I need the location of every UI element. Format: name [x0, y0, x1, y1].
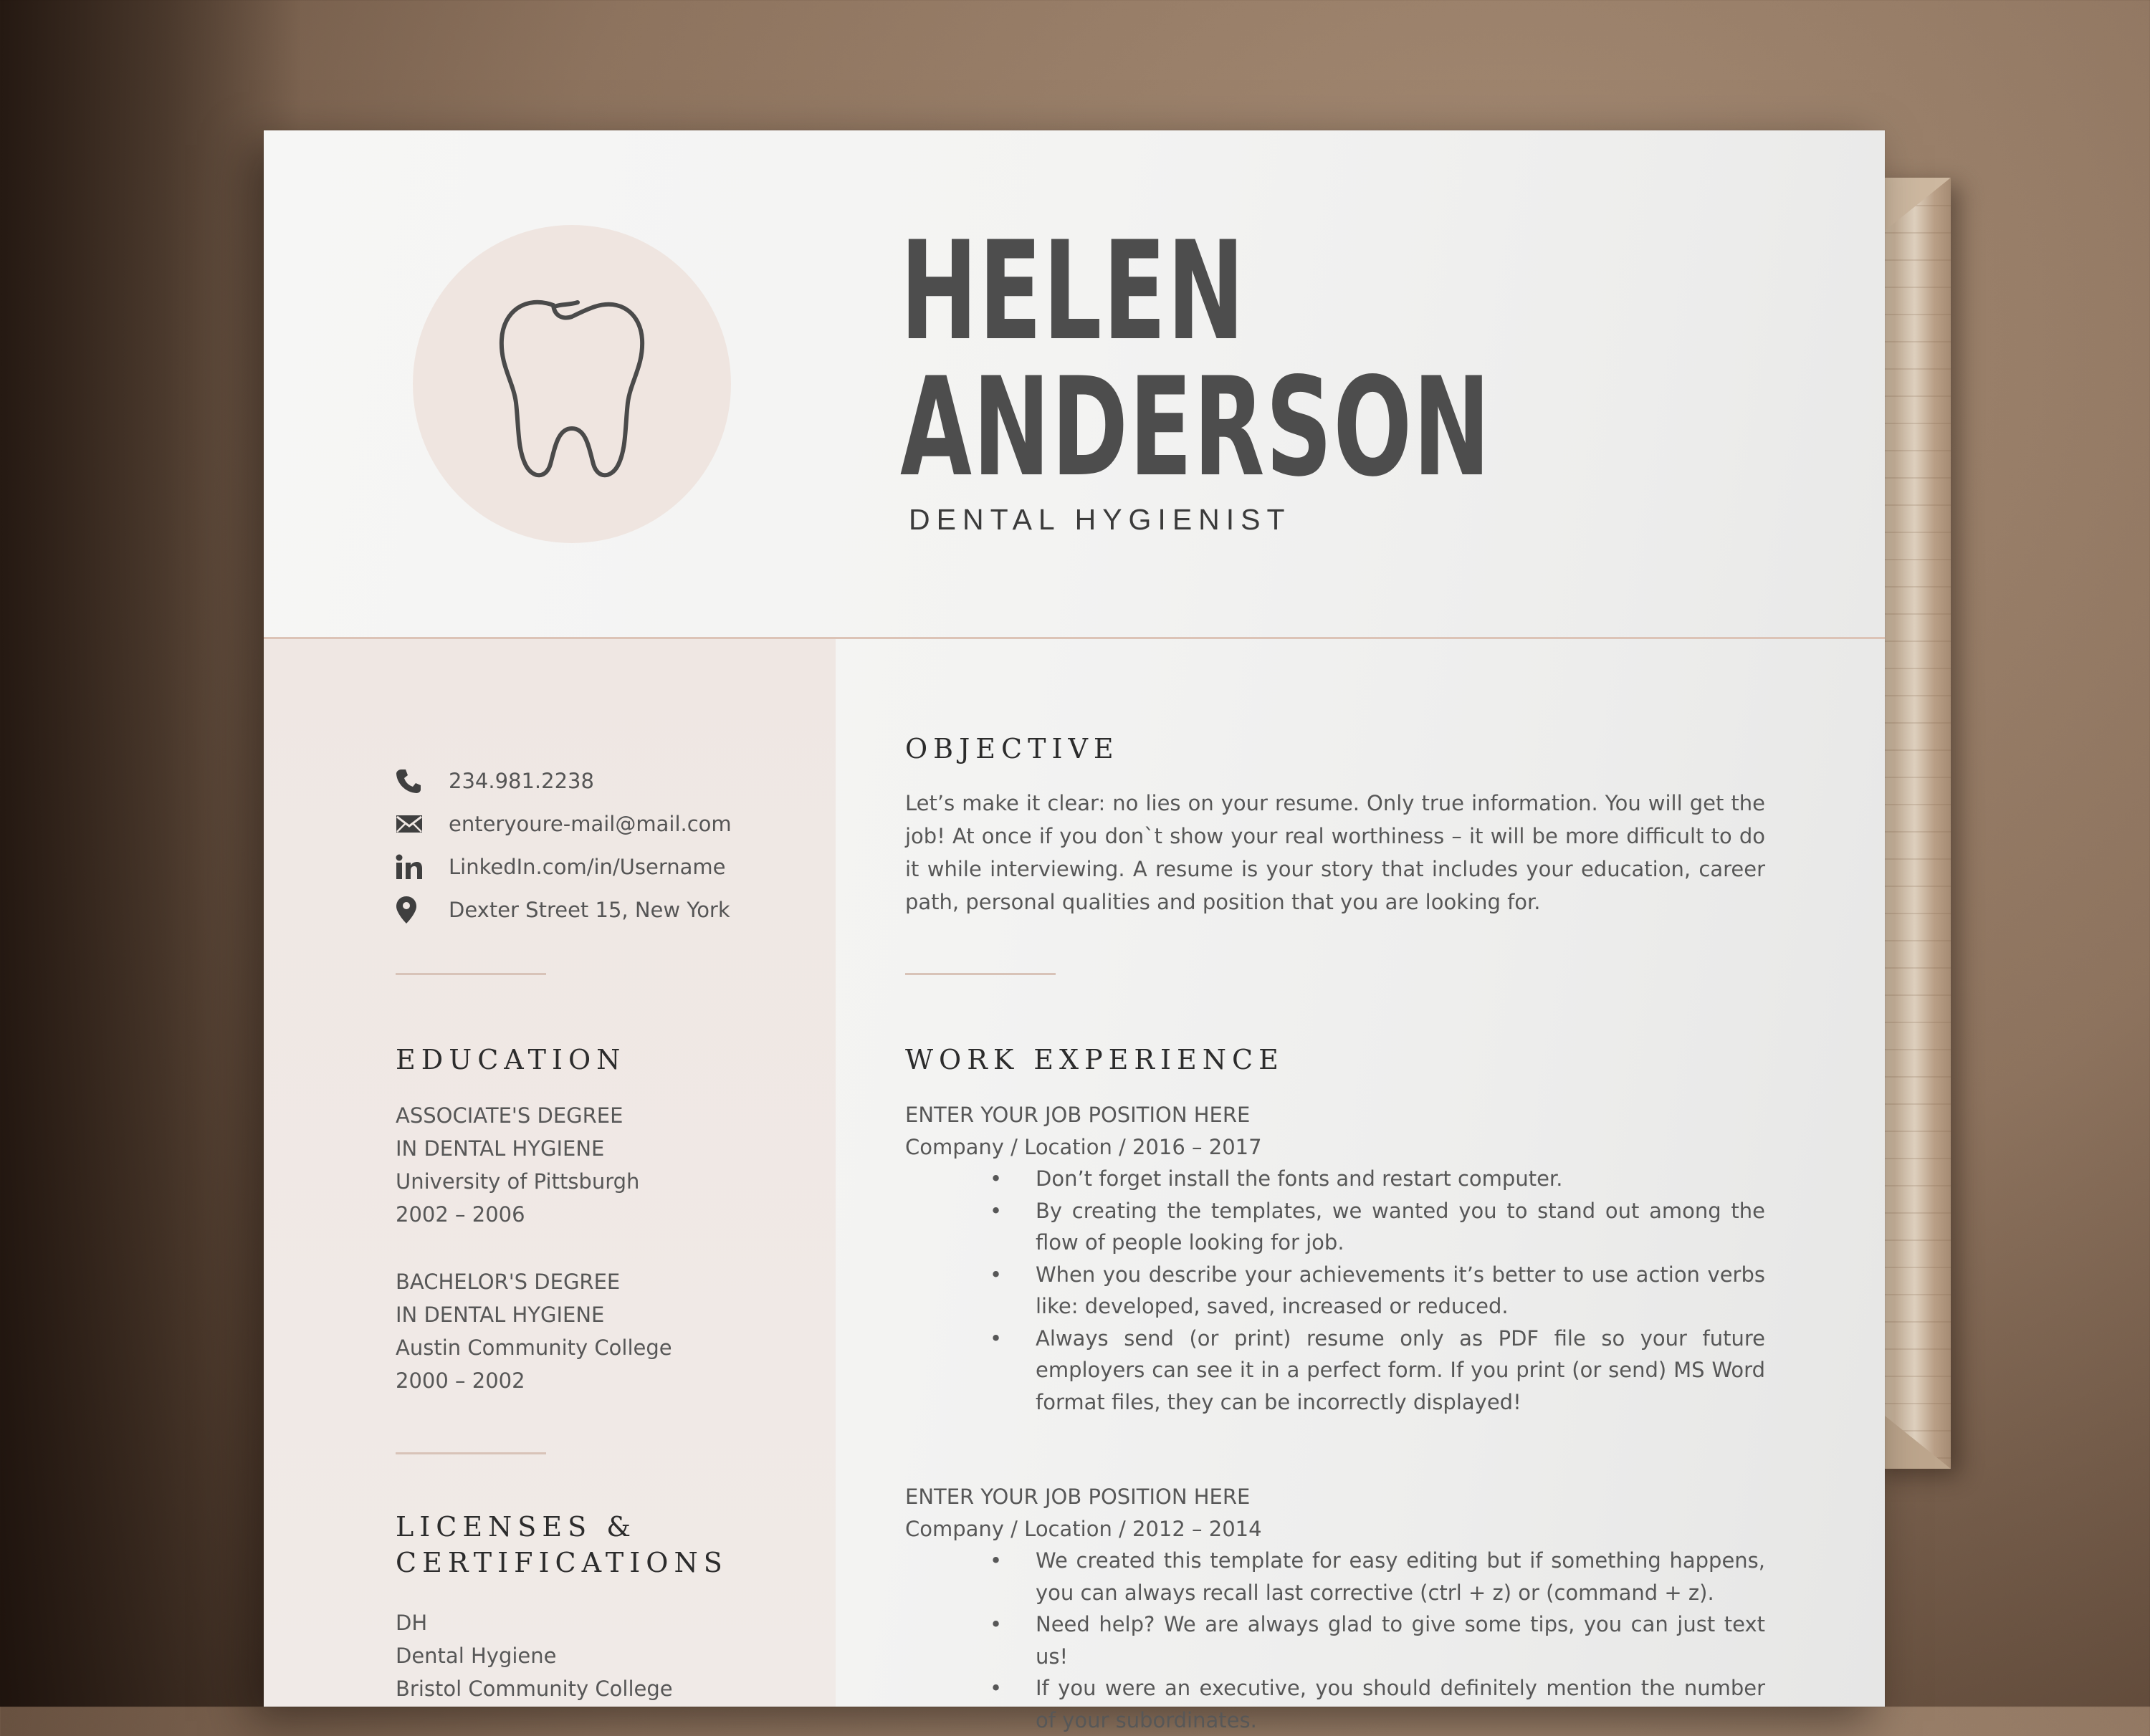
sidebar-divider-2	[396, 1452, 546, 1454]
licenses-heading	[396, 1509, 728, 1581]
linkedin-url: LinkedIn.com/in/Username	[449, 855, 726, 879]
street-address: Dexter Street 15, New York	[449, 898, 730, 922]
contact-email	[396, 802, 797, 845]
last-name: ANDERSON	[900, 348, 1492, 507]
education-years: 2002 – 2006	[396, 1202, 525, 1227]
bullet-text: Don’t forget install the fonts and restart computer.	[1036, 1166, 1563, 1191]
license-entry	[396, 1606, 673, 1705]
license-code: DH	[396, 1611, 428, 1635]
licenses-heading-line: CERTIFICATIONS	[396, 1547, 728, 1578]
job-bullet	[905, 1545, 1765, 1608]
bullet-dot: •	[990, 1325, 1003, 1351]
school-name: Austin Community College	[396, 1335, 672, 1360]
contact-list	[396, 759, 797, 931]
job-position: ENTER YOUR JOB POSITION HERE	[905, 1485, 1251, 1509]
resume-name	[900, 212, 1492, 507]
job-bullets	[905, 1545, 1765, 1736]
license-school: Bristol Community College	[396, 1677, 673, 1701]
bullet-text: By creating the templates, we wanted you to stand out among the flow of people looking for job.	[1036, 1198, 1765, 1255]
contact-phone	[396, 759, 797, 802]
licenses-heading-line: LICENSES &	[396, 1511, 637, 1543]
job-bullet	[905, 1323, 1765, 1419]
phone-number: 234.981.2238	[449, 769, 594, 793]
job-title: DENTAL HYGIENIST	[909, 503, 1291, 536]
job-bullets	[905, 1163, 1765, 1418]
bullet-dot: •	[990, 1612, 1003, 1636]
contact-linkedin	[396, 845, 797, 888]
degree-line: BACHELOR'S DEGREE	[396, 1270, 621, 1294]
education-entry	[396, 1099, 639, 1231]
objective-heading: OBJECTIVE	[905, 733, 1119, 764]
job-position: ENTER YOUR JOB POSITION HERE	[905, 1103, 1251, 1127]
resume-page	[264, 130, 1885, 1732]
bullet-dot: •	[990, 1676, 1003, 1700]
license-name: Dental Hygiene	[396, 1644, 557, 1668]
job-bullet	[905, 1608, 1765, 1672]
job-bullet	[905, 1672, 1765, 1736]
work-experience-heading: WORK EXPERIENCE	[905, 1044, 1284, 1075]
tooth-icon	[497, 295, 648, 481]
job-bullet	[905, 1195, 1765, 1259]
bullet-text: We created this template for easy editing but if something happens, you can always recall last corrective (ctrl + z) or (command + z).	[1036, 1548, 1765, 1605]
bullet-dot: •	[990, 1548, 1003, 1573]
email-address: enteryoure-mail@mail.com	[449, 812, 732, 836]
education-entry	[396, 1265, 672, 1397]
job-company: Company / Location / 2012 – 2014	[905, 1516, 1262, 1541]
job-entry	[905, 1481, 1765, 1736]
bullet-text: Always send (or print) resume only as PDF file so your future employers can see it in a perfect form. If you print (or send) MS Word format files, they can be incorrectly displayed!	[1036, 1325, 1765, 1414]
location-pin-icon	[396, 896, 424, 924]
bullet-dot: •	[990, 1198, 1003, 1223]
linkedin-icon	[396, 853, 424, 881]
degree-line: IN DENTAL HYGIENE	[396, 1303, 605, 1327]
bullet-text: Need help? We are always glad to give some tips, you can just text us!	[1036, 1612, 1765, 1669]
job-bullet	[905, 1163, 1765, 1195]
bullet-text: If you were an executive, you should definitely mention the number of your subordinates.	[1036, 1676, 1765, 1732]
education-years: 2000 – 2002	[396, 1368, 525, 1393]
degree-line: ASSOCIATE'S DEGREE	[396, 1103, 624, 1128]
contact-address	[396, 888, 797, 931]
bullet-text: When you describe your achievements it’s better to use action verbs like: developed, saved, increased or reduced.	[1036, 1262, 1765, 1318]
bullet-dot: •	[990, 1166, 1003, 1191]
main-divider	[905, 973, 1056, 975]
bullet-dot: •	[990, 1262, 1003, 1287]
sidebar-divider-1	[396, 973, 546, 975]
degree-line: IN DENTAL HYGIENE	[396, 1136, 605, 1161]
education-heading: EDUCATION	[396, 1044, 626, 1075]
job-entry	[905, 1099, 1765, 1418]
first-name: HELEN	[900, 212, 1246, 370]
avatar-circle	[413, 225, 731, 543]
background-shadow	[0, 0, 301, 1707]
objective-text: Let’s make it clear: no lies on your resume. Only true information. You will get the job! At once if you don`t show your real worthiness – it will be more difficult to do it while interviewing. A resume is your story that includes your education, career path, personal qualities and position that you are looking for.	[905, 791, 1765, 914]
header-divider	[264, 637, 1885, 639]
phone-icon	[396, 767, 424, 795]
mail-icon	[396, 810, 424, 838]
job-company: Company / Location / 2016 – 2017	[905, 1134, 1262, 1159]
job-bullet	[905, 1259, 1765, 1323]
school-name: University of Pittsburgh	[396, 1169, 640, 1194]
